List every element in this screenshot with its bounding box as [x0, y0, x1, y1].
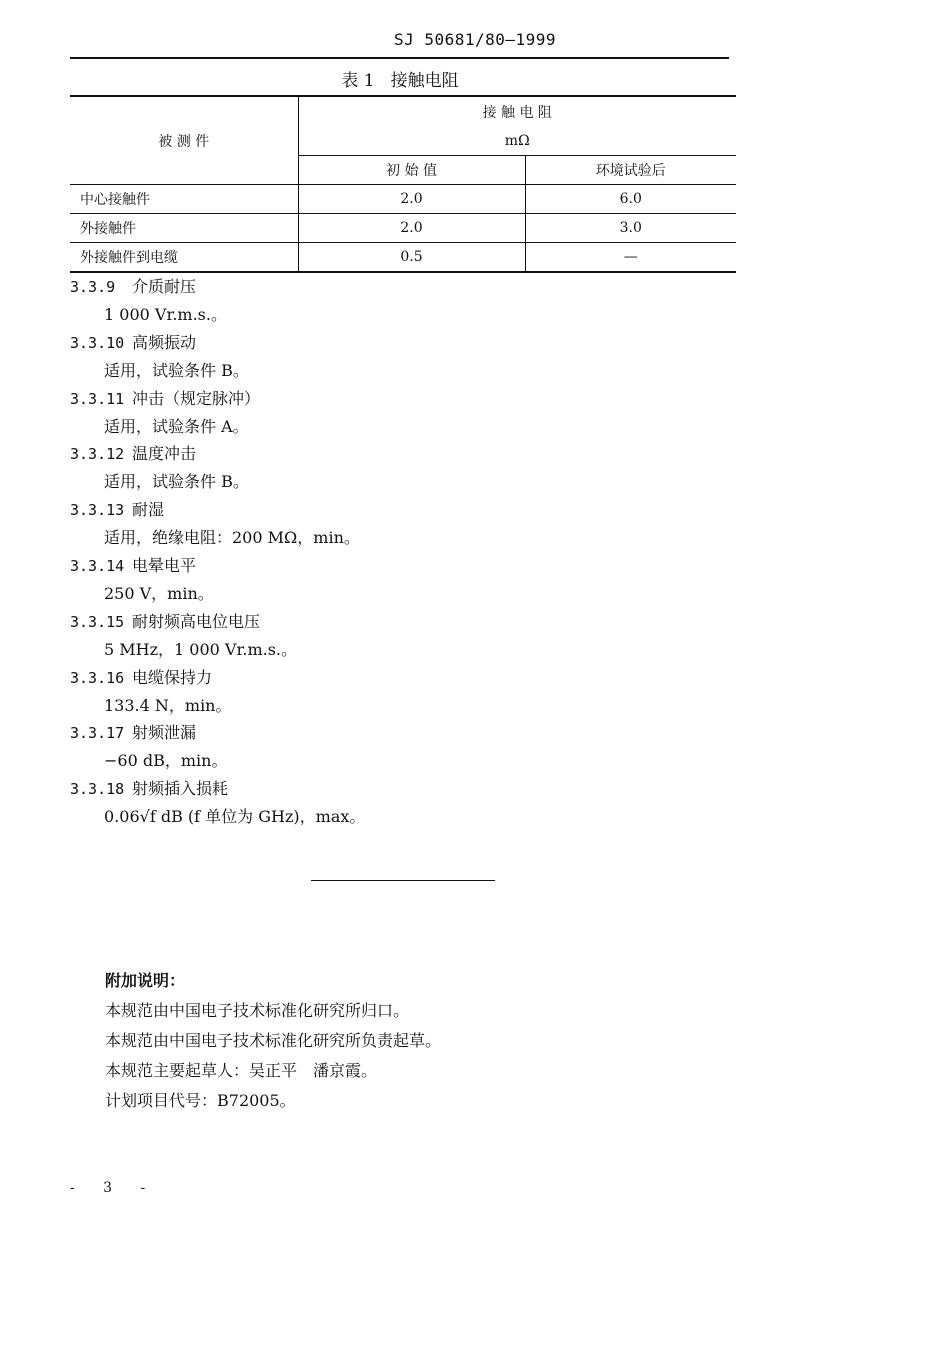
end-rule [311, 880, 495, 881]
notes-line: 本规范由中国电子技术标准化研究所归口。 [105, 1001, 410, 1020]
document-code: SJ 50681/80—1999 [393, 30, 557, 49]
row-initial: 2.0 [298, 214, 525, 243]
clause-title: 电晕电平 [132, 555, 197, 575]
notes-title: 附加说明： [105, 971, 186, 990]
list-item [70, 775, 770, 831]
list-item [70, 273, 770, 329]
page-number: - 3 - [70, 1180, 158, 1196]
header-unit: mΩ [298, 127, 736, 156]
row-name: 中心接触件 [70, 185, 298, 214]
clause-number: 3.3.13 [70, 501, 125, 520]
table-title-number: 表 1 [341, 71, 375, 91]
clause-number: 3.3.16 [70, 668, 125, 687]
header-rule [70, 57, 729, 59]
clause-body: 1 000 Vr.m.s.。 [104, 305, 227, 324]
row-initial: 2.0 [298, 185, 525, 214]
clause-title: 射频泄漏 [132, 723, 197, 743]
table-title-text: 接触电阻 [390, 71, 459, 91]
clause-title: 射频插入损耗 [132, 779, 229, 799]
clause-body: 适用，试验条件 B。 [104, 472, 249, 492]
table-header-row [70, 96, 736, 127]
list-item [70, 608, 770, 664]
list-item [70, 664, 770, 720]
list-item [70, 440, 770, 496]
row-after: 3.0 [525, 214, 736, 243]
clause-title: 介质耐压 [132, 277, 197, 296]
clause-number: 3.3.15 [70, 612, 125, 631]
clause-number: 3.3.9 [70, 278, 116, 296]
clause-number: 3.3.10 [70, 333, 125, 352]
clause-title: 冲击（规定脉冲） [132, 388, 261, 408]
list-item [70, 385, 770, 441]
clause-title: 温度冲击 [132, 444, 197, 464]
clause-number: 3.3.17 [70, 724, 125, 743]
table-row [70, 185, 736, 214]
clause-body: 133.4 N，min。 [104, 695, 232, 715]
list-item [70, 496, 770, 552]
list-item [70, 329, 770, 385]
clause-body: 0.06√f dB (f 单位为 GHz)，max。 [104, 807, 366, 827]
contact-resistance-table [70, 95, 736, 273]
table-row [70, 214, 736, 243]
header-after-environment: 环境试验后 [525, 156, 736, 185]
notes-line: 本规范由中国电子技术标准化研究所负责起草。 [105, 1031, 442, 1050]
clause-title: 耐射频高电位电压 [132, 611, 261, 631]
clause-body: 适用，试验条件 B。 [104, 360, 249, 380]
header-initial-value: 初 始 值 [298, 156, 525, 185]
clause-title: 耐湿 [132, 500, 165, 520]
notes-line: 计划项目代号：B72005。 [105, 1091, 296, 1110]
clause-body: 适用，试验条件 A。 [104, 416, 249, 436]
list-item [70, 719, 770, 775]
requirements-list [70, 273, 770, 831]
clause-body: −60 dB，min。 [104, 751, 228, 771]
table-row [70, 243, 736, 273]
clause-title: 电缆保持力 [132, 667, 213, 687]
clause-number: 3.3.14 [70, 556, 125, 575]
additional-notes [105, 966, 441, 1116]
row-name: 外接触件 [70, 214, 298, 243]
header-contact-resistance: 接 触 电 阻 [298, 96, 736, 127]
header-tested-item: 被 测 件 [70, 96, 298, 185]
row-initial: 0.5 [298, 243, 525, 273]
clause-number: 3.3.18 [70, 780, 125, 799]
clause-number: 3.3.12 [70, 445, 125, 464]
clause-body: 5 MHz，1 000 Vr.m.s.。 [104, 639, 298, 659]
clause-number: 3.3.11 [70, 389, 125, 408]
clause-title: 高频振动 [132, 332, 197, 352]
list-item [70, 552, 770, 608]
table-title [0, 66, 800, 91]
row-name: 外接触件到电缆 [70, 243, 298, 273]
clause-body: 适用，绝缘电阻：200 MΩ，min。 [104, 528, 360, 548]
clause-body: 250 V，min。 [104, 583, 214, 603]
notes-line: 本规范主要起草人：吴正平 潘京霞。 [105, 1061, 378, 1080]
row-after: 6.0 [525, 185, 736, 214]
row-after: — [525, 243, 736, 273]
